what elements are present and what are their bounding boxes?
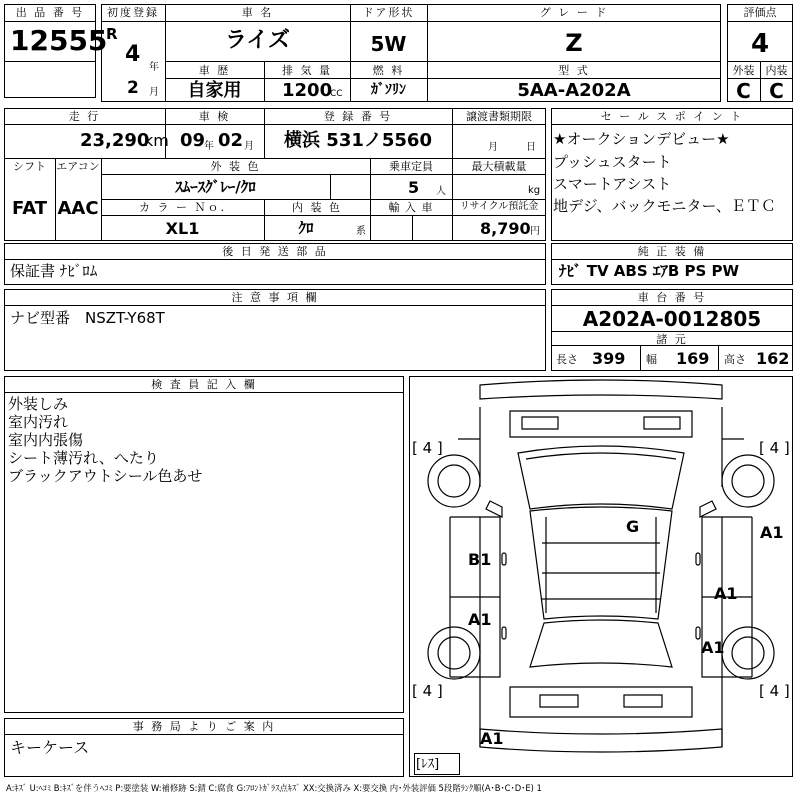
sales-point-3: スマートアシスト <box>553 175 672 193</box>
door-label: ドア形状 <box>362 6 415 19</box>
tire-rear-left: [ 4 ] <box>412 682 443 700</box>
year-unit: 年 <box>149 62 159 73</box>
max-load-label: 最大積載量 <box>471 160 527 173</box>
transfer-deadline-label: 譲渡書類期限 <box>466 110 532 123</box>
chassis-number: A202A-0012805 <box>582 307 762 331</box>
width: 169 <box>676 349 710 368</box>
history: 自家用 <box>187 80 242 101</box>
capacity-unit: 人 <box>436 186 446 197</box>
damage-mark-roof: G <box>626 517 640 536</box>
transfer-day-unit: 日 <box>526 142 536 153</box>
exterior-grade: C <box>736 79 751 103</box>
damage-diagram <box>409 376 793 777</box>
first-reg-year: 4 <box>125 42 141 67</box>
lot-number: 12555 <box>10 24 108 57</box>
model-code: 5AA-A202A <box>517 80 631 101</box>
damage-mark-right-front: A1 <box>760 523 784 542</box>
int-color-label: 内 装 色 <box>292 201 342 214</box>
car-outline-svg <box>410 377 792 776</box>
equipment-label: 純 正 装 備 <box>637 245 707 258</box>
reg-number: 横浜 531ノ5560 <box>284 130 432 151</box>
recycle-fee: 8,790 <box>480 219 531 238</box>
legend: A:ｷｽﾞ U:ﾍｺﾐ B:ｷｽﾞを伴うﾍｺﾐ P:要塗装 W:補修跡 S:錆 C:腐食 G:ﾌﾛﾝﾄｶﾞﾗｽ点ｷｽﾞ XX:交換済み X:要交換 内･外装評価 5段階ﾗﾝｸ順(A･B･C･D･E) 1 <box>6 783 542 793</box>
sales-point-1: ★オークションデビュー★ <box>553 130 730 148</box>
first-reg-label: 初度登録 <box>107 6 159 19</box>
grade: Z <box>565 29 583 57</box>
damage-mark-rear-bumper: A1 <box>480 729 504 748</box>
recycle-unit: 円 <box>530 226 540 237</box>
equipment: ﾅﾋﾞ TV ABS ｴｱB PS PW <box>559 262 740 280</box>
capacity: 5 <box>408 178 420 197</box>
fuel: ｶﾞｿﾘﾝ <box>371 82 406 98</box>
door-type: 5W <box>370 32 407 56</box>
inspection-label: 車 検 <box>198 110 231 123</box>
inspector-label: 検 査 員 記 入 欄 <box>151 378 257 391</box>
inspector-note-3: 室内内張傷 <box>8 431 84 449</box>
ext-color-label: 外 装 色 <box>210 160 261 173</box>
car-name-label: 車 名 <box>241 6 274 19</box>
ac-label: エアコン <box>56 160 100 173</box>
interior-label: 内装 <box>765 64 788 77</box>
car-name: ライズ <box>224 28 291 53</box>
lot-number-label: 出 品 番 号 <box>15 6 85 19</box>
height: 162 <box>756 349 790 368</box>
history-label: 車 歴 <box>198 64 231 77</box>
sales-point-4: 地デジ、バックモニター、ＥＴＣ <box>553 197 776 215</box>
damage-mark-right-rear-door: A1 <box>714 584 738 603</box>
color-no-label: カ ラ ー Ｎｏ. <box>139 201 226 214</box>
office-note: キーケース <box>10 738 90 757</box>
max-load-unit: kg <box>528 185 541 196</box>
notes: ナビ型番 NSZT-Y68T <box>10 309 165 327</box>
height-label: 高さ <box>724 353 746 366</box>
month-unit: 月 <box>149 87 159 98</box>
width-label: 幅 <box>646 353 657 366</box>
delivery-parts: 保証書 ﾅﾋﾞﾛﾑ <box>10 262 98 280</box>
spare-tire: [ﾚｽ] <box>416 757 440 772</box>
inspector-note-5: ブラックアウトシール色あせ <box>8 467 203 485</box>
mileage-label: 走 行 <box>68 110 101 123</box>
length-label: 長さ <box>556 353 578 366</box>
sales-point-2: プッシュスタート <box>553 153 672 171</box>
chassis-label: 車 台 番 号 <box>637 291 707 304</box>
specs-label: 諸 元 <box>656 333 688 346</box>
length: 399 <box>592 349 626 368</box>
recycle-label: リサイクル預託金 <box>459 201 539 212</box>
sales-points-label: セ ー ル ス ポ イ ン ト <box>600 110 744 123</box>
inspector-note-4: シート薄汚れ、へたり <box>8 449 159 467</box>
ac: AAC <box>57 198 99 219</box>
tire-rear-right: [ 4 ] <box>759 682 790 700</box>
first-reg-month: 2 <box>127 78 139 98</box>
shift-label: シフト <box>13 160 46 173</box>
displacement: 1200 <box>282 80 333 101</box>
inspection-month: 02 <box>218 130 244 151</box>
damage-mark-left-rear-door: A1 <box>468 610 492 629</box>
damage-mark-right-rear: A1 <box>701 638 725 657</box>
score-label: 評価点 <box>743 6 777 19</box>
color-no: XL1 <box>165 219 200 238</box>
inspector-note-1: 外装しみ <box>8 395 69 413</box>
import-label: 輸 入 車 <box>388 201 434 214</box>
grade-label: グ レ ー ド <box>539 6 609 19</box>
damage-mark-left-front-door: B1 <box>468 550 492 569</box>
inspector-note-2: 室内汚れ <box>8 413 69 431</box>
tire-front-right: [ 4 ] <box>759 439 790 457</box>
inspection-month-unit: 月 <box>244 141 254 152</box>
fuel-label: 燃 料 <box>372 64 405 77</box>
displacement-label: 排 気 量 <box>282 64 332 77</box>
model-label: 型 式 <box>558 64 590 77</box>
mileage: 23,290 <box>80 130 150 151</box>
displacement-unit: CC <box>330 89 343 99</box>
exterior-label: 外装 <box>732 64 755 77</box>
era: R <box>106 25 118 43</box>
inspection-year: 09 <box>180 130 206 151</box>
capacity-label: 乗車定員 <box>389 160 433 173</box>
delivery-parts-label: 後 日 発 送 部 品 <box>222 245 328 258</box>
score: 4 <box>750 29 770 59</box>
int-color-unit: 系 <box>356 226 366 237</box>
reg-number-label: 登 録 番 号 <box>323 110 393 123</box>
notes-label: 注 意 事 項 欄 <box>231 291 319 304</box>
mileage-unit: km <box>144 131 169 150</box>
shift: FAT <box>11 198 48 219</box>
office-label: 事 務 局 よ り ご 案 内 <box>132 720 276 733</box>
interior-grade: C <box>769 79 784 103</box>
ext-color: ｽﾑｰｽｸﾞﾚｰ/ｸﾛ <box>175 178 256 196</box>
transfer-month-unit: 月 <box>488 142 498 153</box>
inspection-year-unit: 年 <box>204 141 214 152</box>
tire-front-left: [ 4 ] <box>412 439 443 457</box>
int-color: ｸﾛ <box>298 219 314 237</box>
